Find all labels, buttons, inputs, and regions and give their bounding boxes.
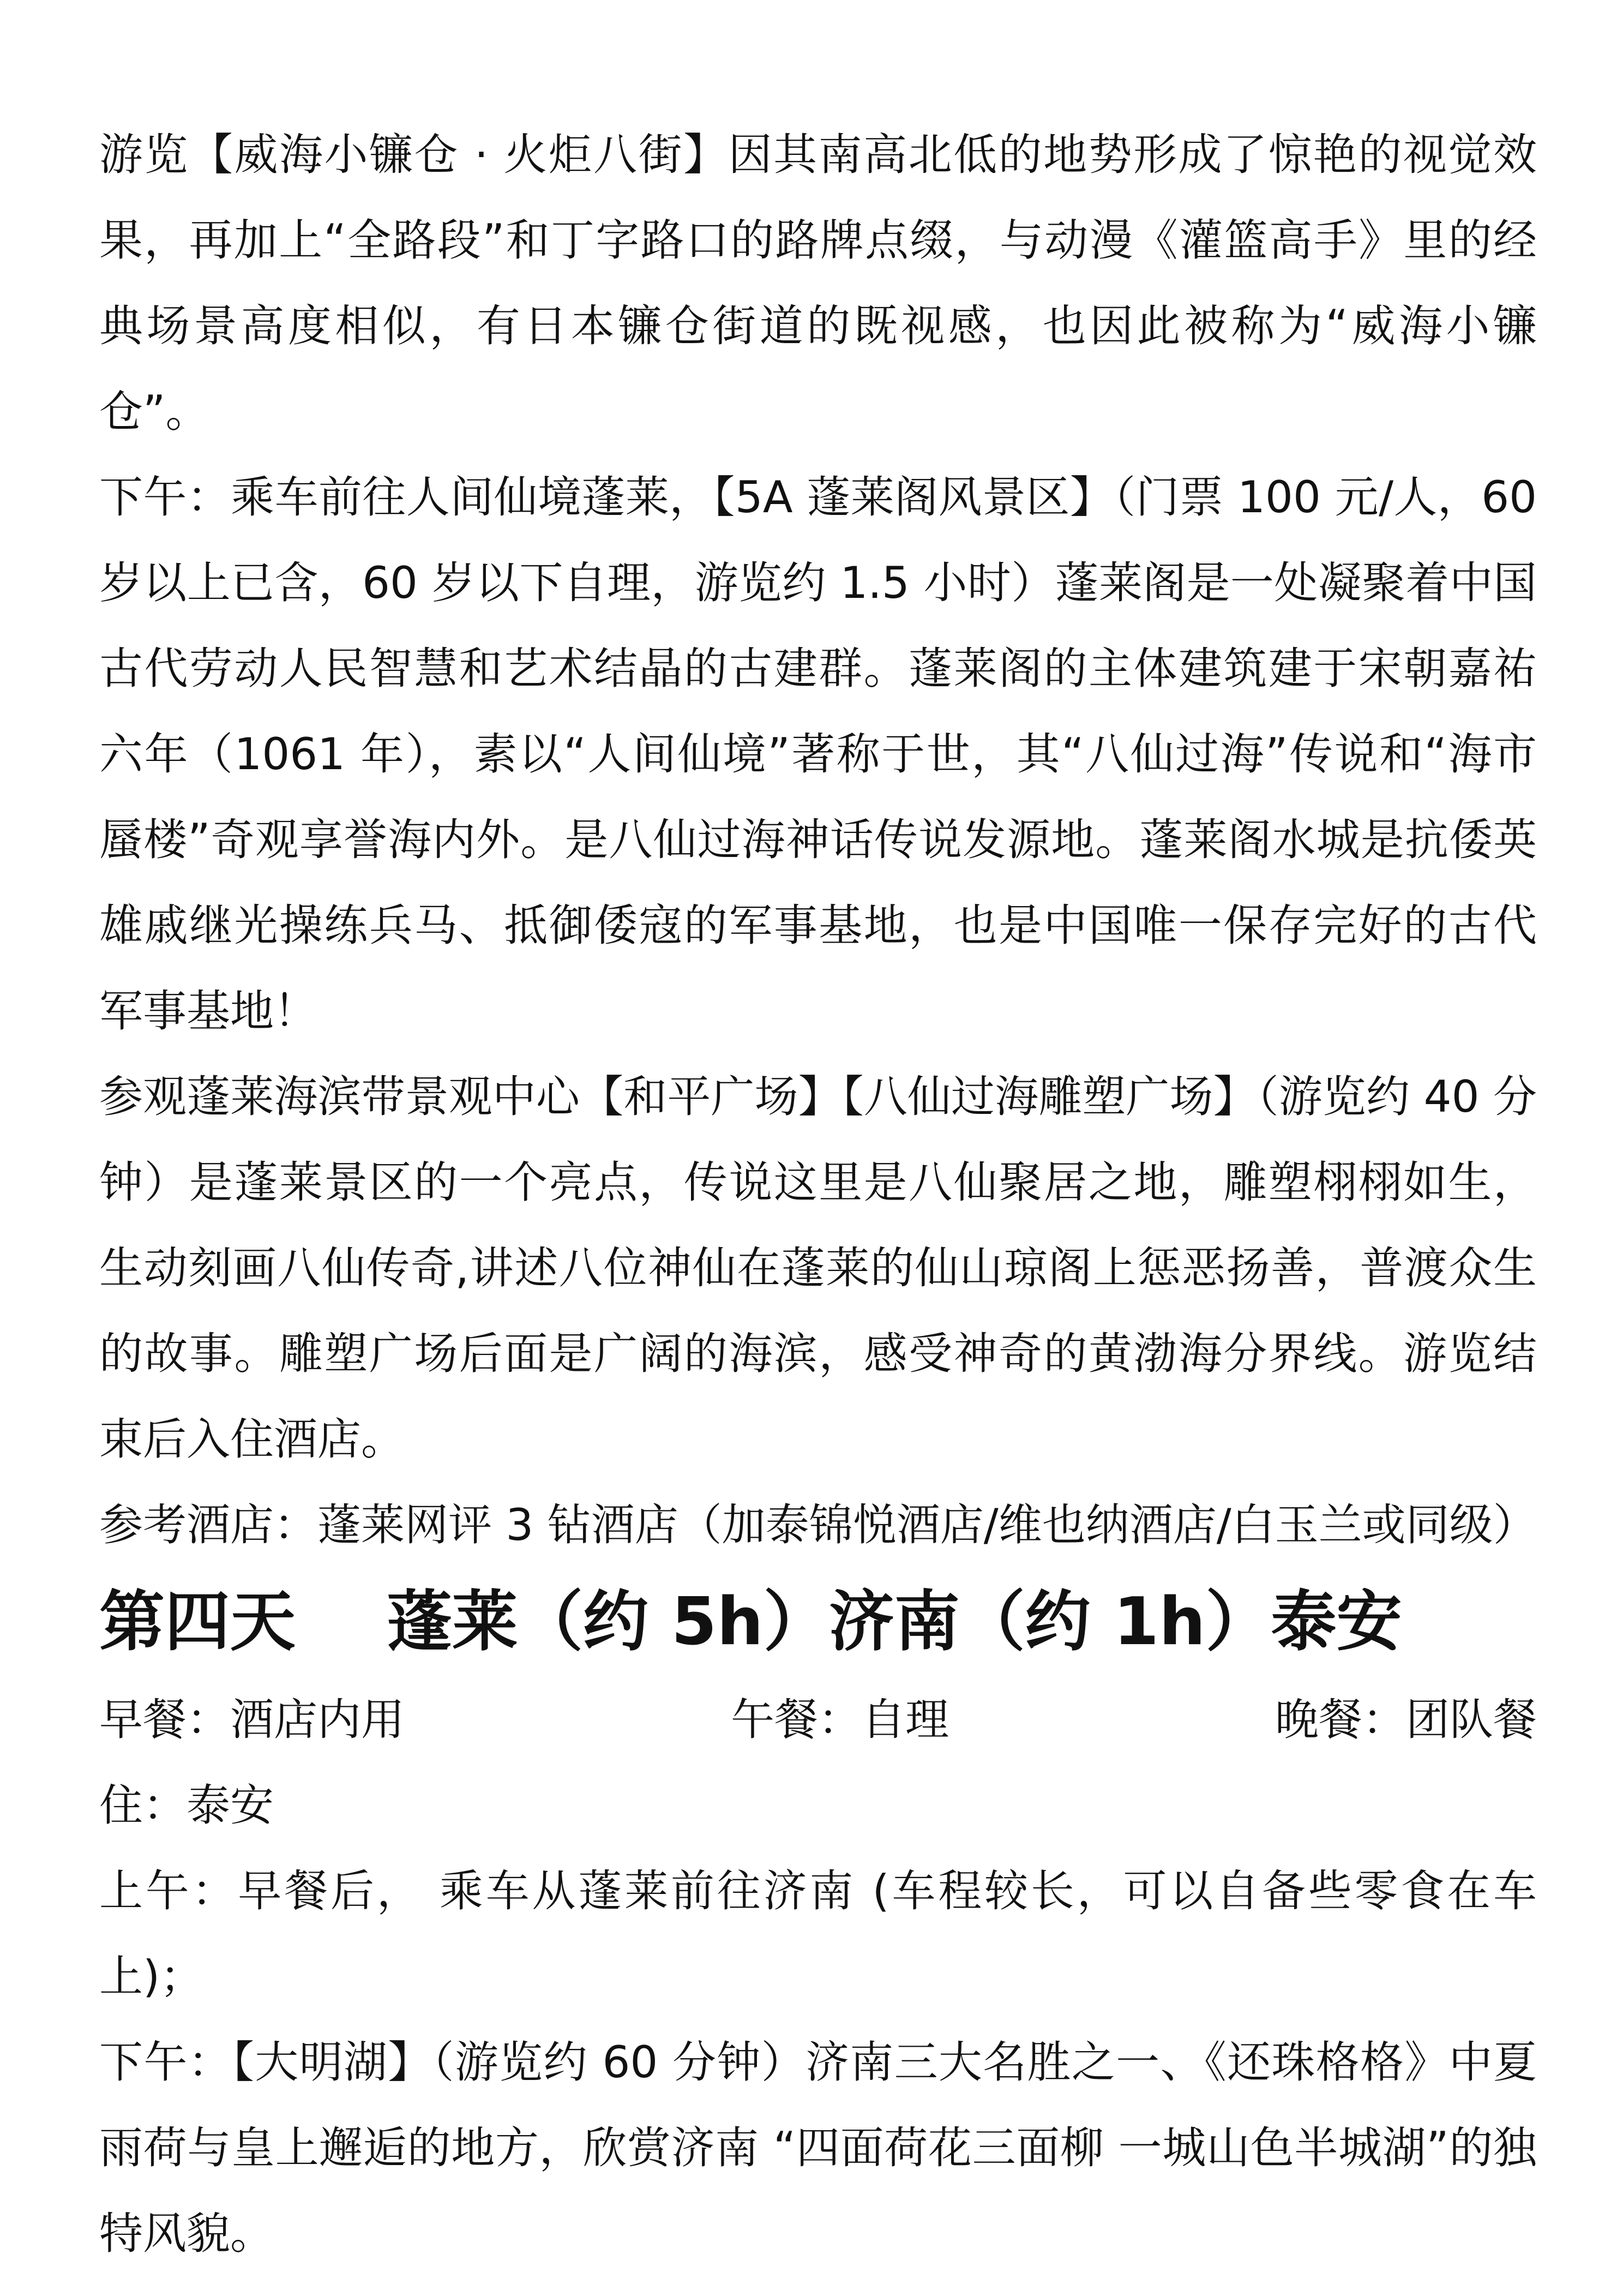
day4-afternoon: 下午：【大明湖】（游览约 60 分钟）济南三大名胜之一、《还珠格格》中夏雨荷与皇上邂逅的地方，欣赏济南 “四面荷花三面柳 一城山色半城湖”的独特风貌。 [99, 2037, 1537, 2259]
document-page [99, 112, 1537, 2276]
day4-heading: 第四天 蓬莱（约 5h）济南（约 1h）泰安 [99, 1584, 1402, 1660]
paragraph-hotel: 参考酒店：蓬莱网评 3 钻酒店（加泰锦悦酒店/维也纳酒店/白玉兰或同级） [99, 1500, 1537, 1550]
paragraph-kamakura: 游览【威海小镰仓 · 火炬八街】因其南高北低的地势形成了惊艳的视觉效果，再加上“全路段”和丁字路口的路牌点缀，与动漫《灌篮高手》里的经典场景高度相似，有日本镰仓街道的既视感，也因此被称为“威海小镰仓”。 [99, 129, 1537, 437]
dinner-info: 晚餐：团队餐 [1275, 1694, 1537, 1745]
paragraph-peace-square: 参观蓬莱海滨带景观中心【和平广场】【八仙过海雕塑广场】（游览约 40 分钟）是蓬莱景区的一个亮点，传说这里是八仙聚居之地，雕塑栩栩如生，生动刻画八仙传奇,讲述八位神仙在蓬莱的仙山琼阁上惩恶扬善，普渡众生的故事。雕塑广场后面是广阔的海滨，感受神奇的黄渤海分界线。游览结束后入住酒店。 [99, 1071, 1537, 1465]
day4-morning: 上午：早餐后， 乘车从蓬莱前往济南 (车程较长，可以自备些零食在车上)； [99, 1866, 1537, 2002]
paragraph-penglai-pavilion: 下午：乘车前往人间仙境蓬莱，【5A 蓬莱阁风景区】（门票 100 元/人，60 岁以上已含，60 岁以下自理，游览约 1.5 小时）蓬莱阁是一处凝聚着中国古代劳动人民智慧和艺术结晶的古建群。蓬莱阁的主体建筑建于宋朝嘉祐六年（1061 年），素以“人间仙境”著称于世，其“八仙过海”传说和“海市蜃楼”奇观享誉海内外。是八仙过海神话传说发源地。蓬莱阁水城是抗倭英雄戚继光操练兵马、抵御倭寇的军事基地，也是中国唯一保存完好的古代军事基地！ [99, 472, 1537, 1036]
day4-meals [99, 1677, 1537, 1763]
stay-info: 住：泰安 [99, 1780, 274, 1831]
breakfast-info: 早餐：酒店内用 [99, 1694, 405, 1745]
lunch-info: 午餐：自理 [731, 1694, 949, 1745]
